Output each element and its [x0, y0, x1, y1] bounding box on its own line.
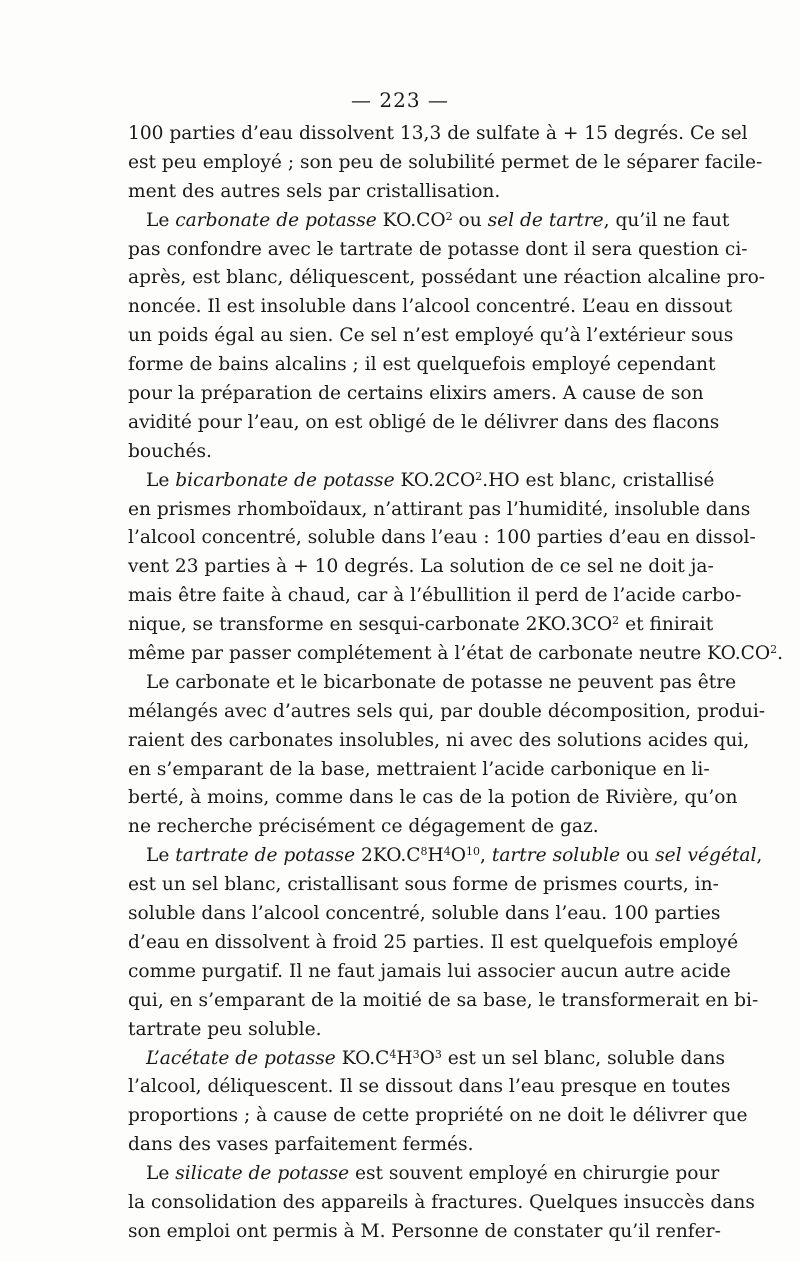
- text-line: [128, 640, 784, 669]
- text-run: l’alcool, déliquescent. Il se dissout dans l’eau presque en toutes: [128, 1076, 731, 1098]
- text-run: noncée. Il est insoluble dans l’alcool concentré. L’eau en dissout: [128, 296, 733, 318]
- text-run: Le carbonate et le bicarbonate de potasse ne peuvent pas être: [146, 671, 737, 693]
- text-line: [128, 1218, 721, 1247]
- text-run: d’eau en dissolvent à froid 25 parties. Il est quelquefois employé: [128, 931, 739, 953]
- text-line: [128, 467, 715, 496]
- superscript: 8: [420, 845, 428, 859]
- text-run: raient des carbonates insolubles, ni avec des solutions acides qui,: [128, 729, 750, 751]
- text-run: est peu employé ; son peu de solubilité permet de le séparer facile-: [128, 151, 763, 173]
- text-line: [128, 582, 742, 611]
- text-run: ne recherche précisément ce dégagement de gaz.: [128, 816, 599, 838]
- text-run: O: [450, 845, 467, 867]
- text-line: [128, 1045, 726, 1074]
- superscript: 2: [612, 614, 620, 628]
- superscript: 3: [434, 1047, 442, 1061]
- italic-term: L’acétate de potasse: [146, 1047, 336, 1069]
- superscript: 2: [445, 209, 453, 223]
- text-line: [128, 813, 674, 842]
- text-line: [128, 438, 674, 467]
- text-line: [128, 756, 710, 785]
- text-run: Le: [146, 1163, 176, 1185]
- text-line: [128, 900, 721, 929]
- text-run: après, est blanc, déliquescent, possédant une réaction alcaline pro-: [128, 267, 766, 289]
- text-run: ,: [480, 845, 492, 867]
- text-line: [128, 207, 730, 236]
- text-run: comme purgatif. Il ne faut jamais lui associer aucun autre acide: [128, 960, 731, 982]
- italic-term: bicarbonate de potasse: [175, 469, 395, 491]
- text-run: vent 23 parties à + 10 degrés. La solution de ce sel ne doit ja-: [128, 556, 714, 578]
- italic-term: tartre soluble: [491, 845, 621, 867]
- text-line: [128, 380, 704, 409]
- text-run: forme de bains alcalins ; il est quelquefois employé cependant: [128, 354, 716, 376]
- text-run: berté, à moins, comme dans le cas de la potion de Rivière, qu’on: [128, 787, 738, 809]
- italic-term: silicate de potasse: [175, 1163, 350, 1185]
- text-run: , qu’il ne faut: [603, 209, 730, 231]
- text-line: [128, 264, 766, 293]
- superscript: 3: [412, 1047, 420, 1061]
- text-run: .HO est blanc, cristallisé: [482, 469, 715, 491]
- text-run: la consolidation des appareils à fractures. Quelques insuccès dans: [128, 1191, 755, 1213]
- text-run: .: [777, 643, 784, 665]
- italic-term: tartrate de potasse: [175, 845, 356, 867]
- text-line: [128, 293, 733, 322]
- text-line: [128, 1131, 674, 1160]
- text-run: Le: [146, 209, 176, 231]
- text-line: [128, 149, 763, 178]
- text-run: Le: [146, 845, 176, 867]
- text-run: nique, se transforme en sesqui-carbonate 2KO.3CO: [128, 614, 613, 636]
- text-run: pour la préparation de certains elixirs amers. A cause de son: [128, 383, 704, 405]
- text-run: ou: [452, 209, 488, 231]
- text-line: [128, 409, 720, 438]
- text-run: est un sel blanc, cristallisant sous forme de prismes courts, in-: [128, 874, 719, 896]
- text-line: [128, 1160, 720, 1189]
- text-line: [128, 611, 714, 640]
- text-run: est un sel blanc, soluble dans: [441, 1047, 726, 1069]
- text-line: [128, 842, 763, 871]
- text-line: [128, 524, 756, 553]
- text-run: pas confondre avec le tartrate de potasse dont il sera question ci-: [128, 238, 748, 260]
- italic-term: sel végétal: [655, 845, 757, 867]
- page-number: — 223 —: [351, 88, 449, 112]
- text-line: [128, 496, 751, 525]
- superscript: 10: [466, 845, 481, 859]
- text-run: ment des autres sels par cristallisation.: [128, 180, 501, 202]
- text-run: O: [419, 1047, 435, 1069]
- text-run: tartrate peu soluble.: [128, 1018, 322, 1040]
- text-run: est souvent employé en chirurgie pour: [349, 1163, 720, 1185]
- text-run: même par passer complétement à l’état de carbonate neutre KO.CO: [128, 643, 771, 665]
- superscript: 4: [389, 1047, 397, 1061]
- text-run: KO.2CO: [394, 469, 476, 491]
- text-run: avidité pour l’eau, on est obligé de le délivrer dans des flacons: [128, 411, 720, 433]
- text-run: qui, en s’emparant de la moitié de sa base, le transformerait en bi-: [128, 989, 759, 1011]
- superscript: 2: [475, 469, 483, 483]
- text-run: KO.CO: [376, 209, 446, 231]
- text-line: [128, 178, 674, 207]
- italic-term: sel de tartre: [487, 209, 604, 231]
- text-run: son emploi ont permis à M. Personne de constater qu’il renfer-: [128, 1220, 721, 1242]
- text-line: [128, 322, 734, 351]
- text-run: bouchés.: [128, 440, 212, 462]
- text-line: [128, 727, 750, 756]
- text-line: [128, 1073, 731, 1102]
- text-run: 2KO.C: [355, 845, 421, 867]
- text-run: mais être faite à chaud, car à l’ébullition il perd de l’acide carbo-: [128, 585, 742, 607]
- text-run: 100 parties d’eau dissolvent 13,3 de sulfate à + 15 degrés. Ce sel: [128, 123, 748, 144]
- text-run: en prismes rhomboïdaux, n’attirant pas l’humidité, insoluble dans: [128, 498, 751, 520]
- body-text: [128, 120, 784, 1247]
- text-line: [128, 698, 766, 727]
- text-line: [128, 1016, 674, 1045]
- text-run: soluble dans l’alcool concentré, soluble dans l’eau. 100 parties: [128, 903, 721, 925]
- text-run: dans des vases parfaitement fermés.: [128, 1134, 474, 1156]
- text-line: [128, 669, 737, 698]
- text-line: [128, 120, 748, 149]
- text-run: en s’emparant de la base, mettraient l’acide carbonique en li-: [128, 758, 710, 780]
- text-run: l’alcool concentré, soluble dans l’eau : 100 parties d’eau en dissol-: [128, 527, 756, 549]
- text-line: [128, 351, 716, 380]
- superscript: 2: [770, 643, 778, 657]
- text-line: [128, 1102, 748, 1131]
- italic-term: carbonate de potasse: [175, 209, 377, 231]
- text-run: H: [396, 1047, 413, 1069]
- superscript: 4: [443, 845, 451, 859]
- text-run: Le: [146, 469, 176, 491]
- text-run: un poids égal au sien. Ce sel n’est employé qu’à l’extérieur sous: [128, 325, 734, 347]
- text-run: mélangés avec d’autres sels qui, par double décomposition, produi-: [128, 700, 766, 722]
- text-run: ,: [756, 845, 763, 867]
- text-run: ou: [620, 845, 656, 867]
- text-line: [128, 553, 714, 582]
- text-line: [128, 929, 739, 958]
- text-line: [128, 236, 748, 265]
- text-run: proportions ; à cause de cette propriété on ne doit le délivrer que: [128, 1105, 748, 1127]
- text-line: [128, 987, 759, 1016]
- text-run: et finirait: [619, 614, 714, 636]
- text-line: [128, 1189, 755, 1218]
- text-line: [128, 871, 719, 900]
- text-line: [128, 784, 738, 813]
- text-line: [128, 958, 731, 987]
- text-run: KO.C: [335, 1047, 390, 1069]
- text-run: H: [427, 845, 444, 867]
